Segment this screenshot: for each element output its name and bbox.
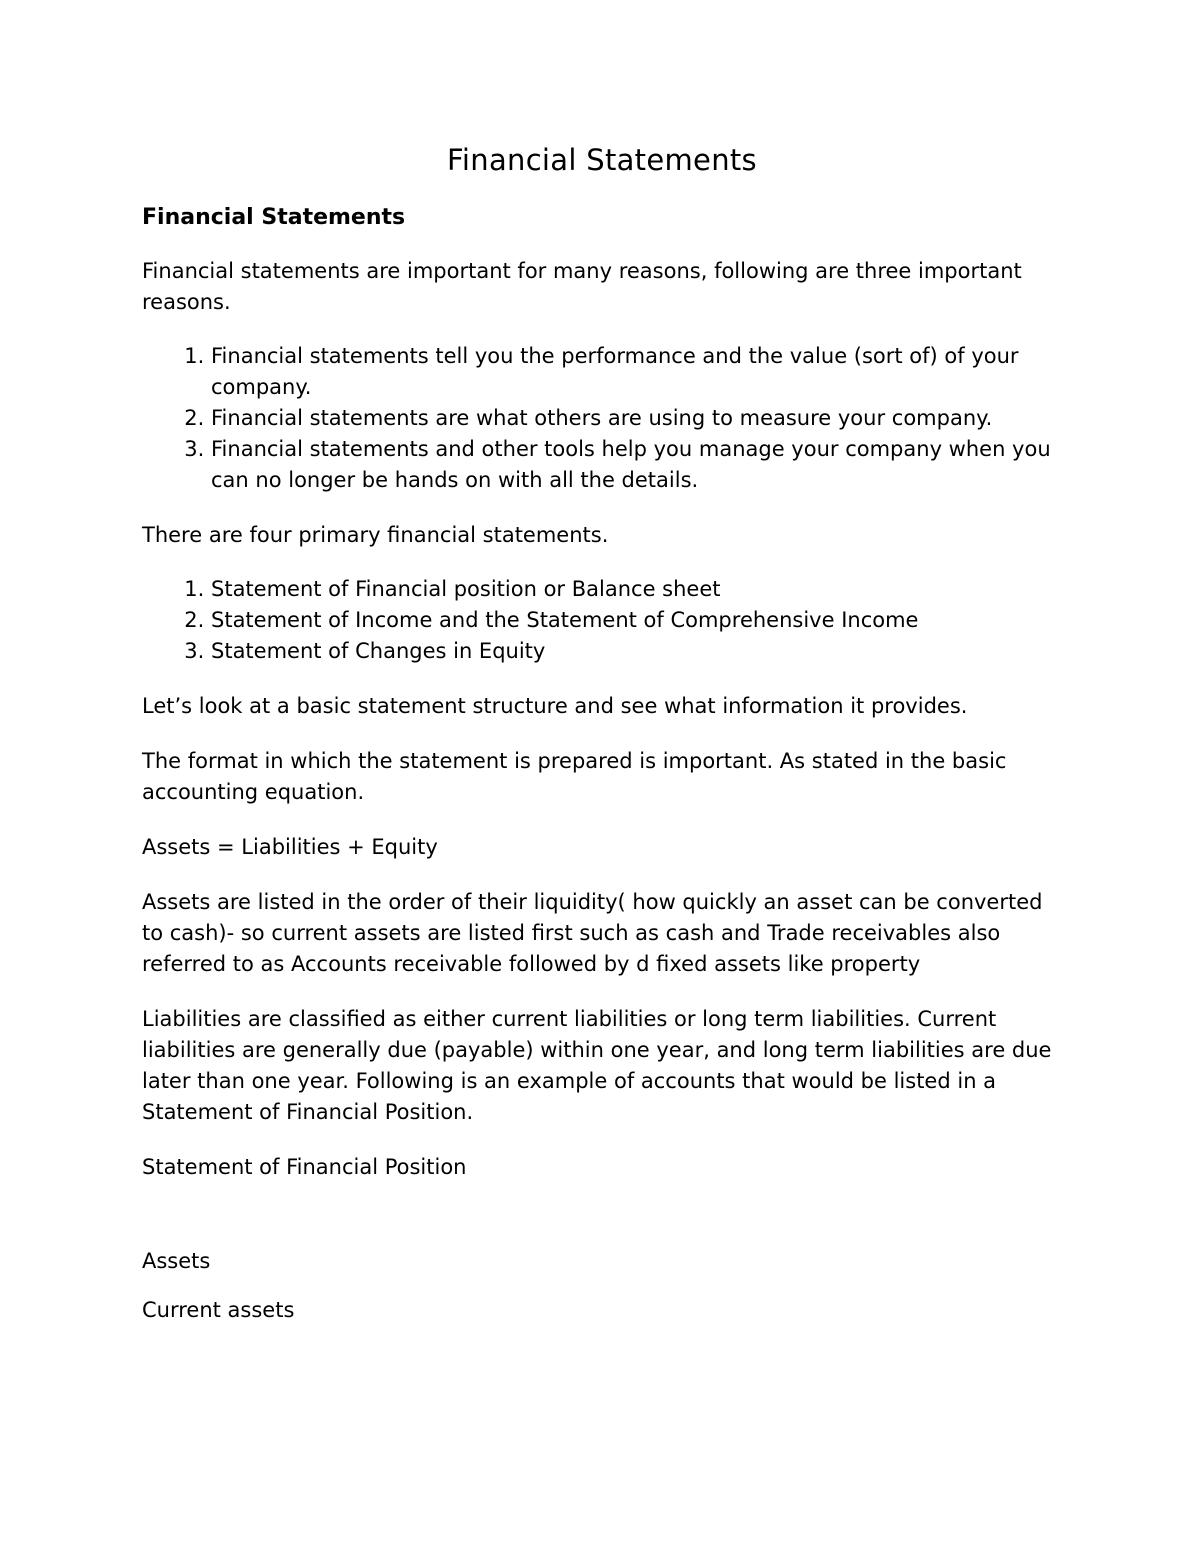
- list-item: 3. Financial statements and other tools help you manage your company when you can no longer be hands on with all the details.: [211, 434, 1062, 496]
- section-heading: Financial Statements: [142, 205, 406, 230]
- list-item: 1. Financial statements tell you the performance and the value (sort of) of your company.: [211, 341, 1062, 403]
- four-statements-paragraph: There are four primary financial statements.: [142, 523, 609, 547]
- spacer: [142, 1207, 1062, 1246]
- look-at-paragraph: Let’s look at a basic statement structure and see what information it provides.: [142, 694, 968, 718]
- assets-label: Assets: [142, 1249, 211, 1273]
- equation-paragraph: Assets = Liabilities + Equity: [142, 835, 438, 859]
- statements-list: [142, 574, 1062, 667]
- liabilities-paragraph: Liabilities are classified as either current liabilities or long term liabilities. Current liabilities are generally due (payable) within one year, and long term liabilities are due later than one year. Following is an example of accounts that would be listed in a Statement of Financial Position.: [142, 1007, 1052, 1124]
- document-title: Financial Statements: [447, 143, 757, 177]
- sfp-heading: Statement of Financial Position: [142, 1155, 467, 1179]
- assets-paragraph: Assets are listed in the order of their liquidity( how quickly an asset can be converted to cash)- so current assets are listed first such as cash and Trade receivables also referred to as Accounts receivable followed by d fixed assets like property: [142, 890, 1043, 976]
- reasons-list: [142, 341, 1062, 496]
- current-assets-label: Current assets: [142, 1298, 295, 1322]
- format-paragraph: The format in which the statement is prepared is important. As stated in the basic accounting equation.: [142, 749, 1007, 804]
- list-item: 2. Statement of Income and the Statement of Comprehensive Income: [211, 605, 1062, 636]
- list-item: 3. Statement of Changes in Equity: [211, 636, 1062, 667]
- list-item: 1. Statement of Financial position or Balance sheet: [211, 574, 1062, 605]
- intro-paragraph: Financial statements are important for many reasons, following are three important reasons.: [142, 259, 1022, 314]
- document-content: [142, 140, 1062, 1350]
- list-item: 2. Financial statements are what others are using to measure your company.: [211, 403, 1062, 434]
